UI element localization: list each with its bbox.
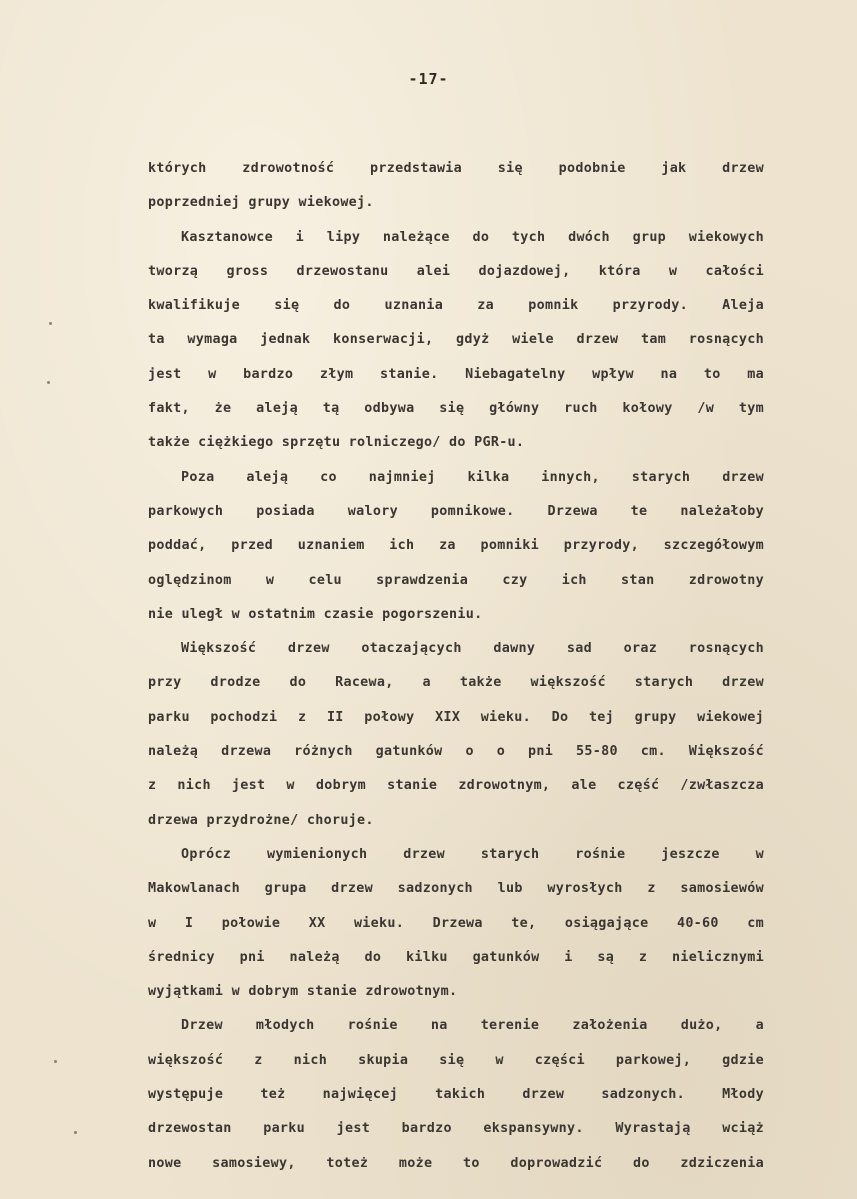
page-number: -17- <box>408 70 449 88</box>
text-line: drzewostan parku jest bardzo ekspansywny. Wyrastają wciąż <box>148 1121 764 1137</box>
text-line: fakt, że aleją tą odbywa się główny ruch kołowy /w tym <box>148 401 764 417</box>
text-line: w I połowie XX wieku. Drzewa te, osiągające 40-60 cm <box>148 915 764 931</box>
text-line: drzewa przydrożne/ choruje. <box>148 812 374 828</box>
text-line: z nich jest w dobrym stanie zdrowotnym, ale część /zwłaszcza <box>148 778 764 794</box>
text-line: występuje też najwięcej takich drzew sadzonych. Młody <box>148 1087 764 1103</box>
text-line: ta wymaga jednak konserwacji, gdyż wiele drzew tam rosnących <box>148 332 764 348</box>
text-line: należą drzewa różnych gatunków o o pni 55-80 cm. Większość <box>148 744 764 760</box>
text-line: kwalifikuje się do uznania za pomnik przyrody. Aleja <box>148 298 764 314</box>
text-line: których zdrowotność przedstawia się podobnie jak drzew <box>148 161 764 176</box>
text-line: średnicy pni należą do kilku gatunków i są z nielicznymi <box>148 949 764 965</box>
text-line: Oprócz wymienionych drzew starych rośnie jeszcze w <box>181 846 764 862</box>
text-line: tworzą gross drzewostanu alei dojazdowej, która w całości <box>148 263 764 279</box>
scan-speck <box>49 322 52 325</box>
text-line: parku pochodzi z II połowy XIX wieku. Do tej grupy wiekowej <box>148 709 764 725</box>
scan-speck <box>47 381 50 384</box>
text-line: oględzinom w celu sprawdzenia czy ich stan zdrowotny <box>148 572 764 588</box>
text-line: jest w bardzo złym stanie. Niebagatelny wpływ na to ma <box>148 366 764 382</box>
text-line: Poza aleją co najmniej kilka innych, starych drzew <box>181 469 764 485</box>
text-line: przy drodze do Racewa, a także większość starych drzew <box>148 675 764 691</box>
text-line: także ciężkiego sprzętu rolniczego/ do PGR-u. <box>148 435 525 451</box>
text-line: poddać, przed uznaniem ich za pomniki przyrody, szczegółowym <box>148 538 764 554</box>
text-line: nie uległ w ostatnim czasie pogorszeniu. <box>148 606 483 622</box>
scan-speck <box>74 1131 77 1134</box>
text-line: Kasztanowce i lipy należące do tych dwóch grup wiekowych <box>181 229 764 245</box>
text-line: wyjątkami w dobrym stanie zdrowotnym. <box>148 984 458 1000</box>
text-line: poprzedniej grupy wiekowej. <box>148 195 374 211</box>
document-body <box>148 152 764 1181</box>
text-line: Większość drzew otaczających dawny sad oraz rosnących <box>181 641 764 657</box>
text-line: większość z nich skupia się w części parkowej, gdzie <box>148 1052 764 1068</box>
scan-speck <box>54 1060 57 1063</box>
text-line: Drzew młodych rośnie na terenie założenia dużo, a <box>181 1018 764 1034</box>
text-line: parkowych posiada walory pomnikowe. Drzewa te należałoby <box>148 503 764 519</box>
text-line: Makowlanach grupa drzew sadzonych lub wyrosłych z samosiewów <box>148 881 764 897</box>
text-line: nowe samosiewy, toteż może to doprowadzić do zdziczenia <box>148 1155 764 1171</box>
